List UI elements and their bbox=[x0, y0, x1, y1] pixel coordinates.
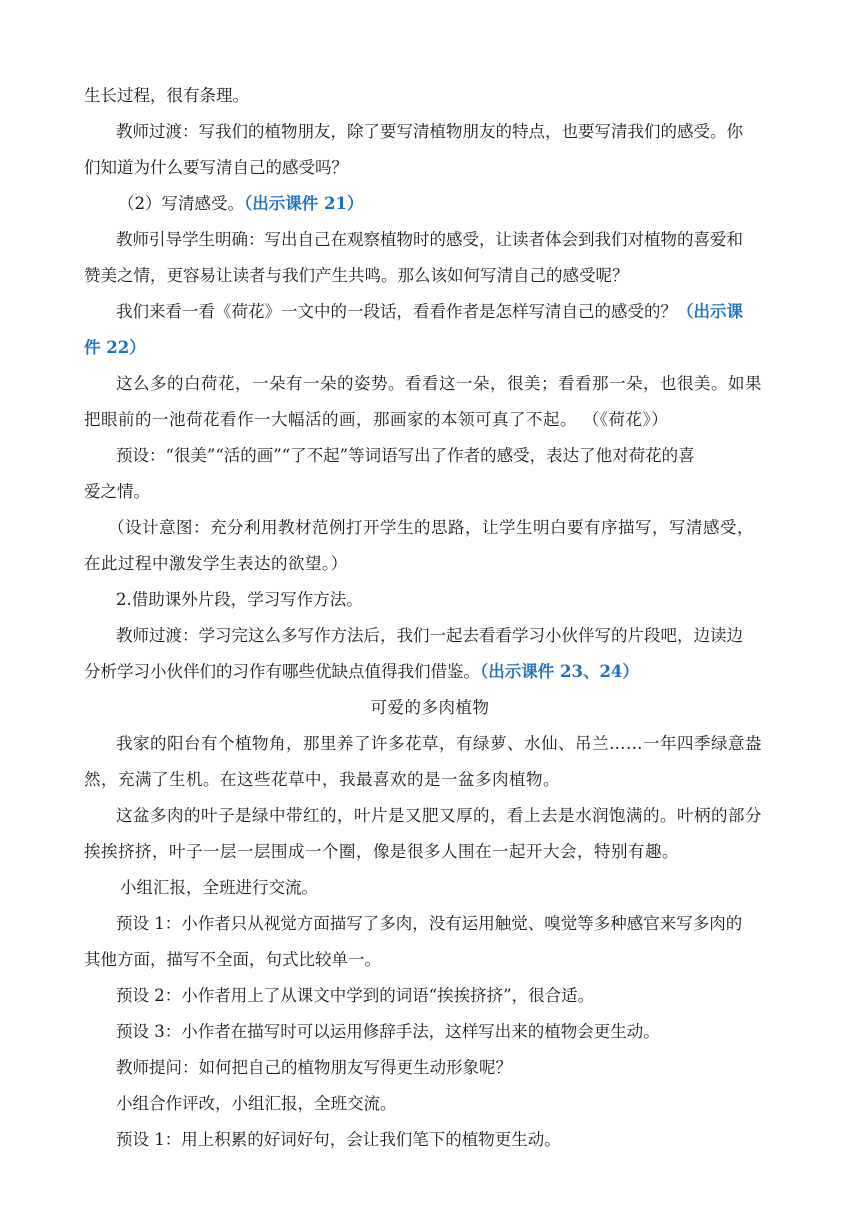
excerpt-line bbox=[84, 762, 784, 798]
courseware-reference: （出示课件 23、24） bbox=[480, 662, 639, 681]
text-line bbox=[116, 1050, 784, 1086]
text-line bbox=[120, 870, 788, 906]
text-span: 赞美之情，更容易让读者与我们产生共鸣。那么该如何写清自己的感受呢？ bbox=[84, 266, 629, 285]
text-span: （2）写清感受。 bbox=[118, 194, 244, 213]
text-span: 预设 2：小作者用上了从课文中学到的词语“挨挨挤挤”，很合适。 bbox=[116, 986, 595, 1005]
text-span: 挨挨挤挤，叶子一层一层围成一个圈，像是很多人围在一起开大会，特别有趣。 bbox=[84, 842, 679, 861]
text-span: 我家的阳台有个植物角，那里养了许多花草，有绿萝、水仙、吊兰……一年四季绿意盎 bbox=[116, 734, 762, 753]
text-line bbox=[116, 1086, 784, 1122]
text-line bbox=[116, 906, 784, 942]
excerpt-line bbox=[84, 834, 784, 870]
courseware-reference: （出示课 bbox=[677, 302, 743, 321]
text-span: 预设 3：小作者在描写时可以运用修辞手法，这样写出来的植物会更生动。 bbox=[116, 1022, 660, 1041]
text-span: 爱之情。 bbox=[84, 482, 150, 501]
text-span: （设计意图：充分利用教材范例打开学生的思路，让学生明白要有序描写，写清感受， bbox=[108, 518, 754, 537]
text-span: 这盆多肉的叶子是绿中带红的，叶片是又肥又厚的，看上去是水润饱满的。叶柄的部分 bbox=[116, 806, 762, 825]
text-span: 这么多的白荷花，一朵有一朵的姿势。看看这一朵，很美；看看那一朵，也很美。如果 bbox=[116, 374, 762, 393]
excerpt-line bbox=[116, 726, 784, 762]
quoted-excerpt-line bbox=[116, 366, 784, 402]
text-line bbox=[116, 294, 784, 330]
courseware-reference: （出示课件 21） bbox=[244, 194, 364, 213]
quoted-excerpt-line bbox=[84, 402, 784, 438]
section-heading bbox=[118, 186, 818, 222]
text-span: 小组合作评改，小组汇报，全班交流。 bbox=[116, 1094, 397, 1113]
text-line bbox=[84, 78, 784, 114]
text-line bbox=[84, 330, 784, 366]
text-span: 然，充满了生机。在这些花草中，我最喜欢的是一盆多肉植物。 bbox=[84, 770, 560, 789]
section-heading bbox=[116, 582, 784, 618]
text-span: 预设 1：用上积累的好词好句，会让我们笔下的植物更生动。 bbox=[116, 1130, 561, 1149]
text-line bbox=[84, 654, 784, 690]
text-span: 在此过程中激发学生表达的欲望。） bbox=[84, 554, 348, 573]
courseware-reference: 件 22） bbox=[84, 338, 146, 357]
text-span: 生长过程，很有条理。 bbox=[84, 86, 249, 105]
text-line bbox=[84, 474, 784, 510]
design-intent-line bbox=[108, 510, 776, 546]
text-line bbox=[116, 618, 784, 654]
text-span: 预设：“很美”“活的画”“了不起”等词语写出了作者的感受，表达了他对荷花的喜 bbox=[116, 446, 695, 465]
text-line bbox=[116, 1014, 784, 1050]
text-span: 教师提问：如何把自己的植物朋友写得更生动形象呢？ bbox=[116, 1058, 512, 1077]
text-span: 2.借助课外片段，学习写作方法。 bbox=[116, 590, 363, 609]
text-line bbox=[116, 438, 784, 474]
excerpt-title bbox=[0, 690, 860, 726]
text-span: 小组汇报，全班进行交流。 bbox=[120, 878, 318, 897]
text-line bbox=[84, 258, 784, 294]
text-line bbox=[84, 942, 784, 978]
text-span: 教师引导学生明确：写出自己在观察植物时的感受，让读者体会到我们对植物的喜爱和 bbox=[116, 230, 743, 249]
text-line bbox=[116, 222, 784, 258]
text-span: 预设 1：小作者只从视觉方面描写了多肉，没有运用触觉、嗅觉等多种感官来写多肉的 bbox=[116, 914, 743, 933]
text-span: 其他方面，描写不全面，句式比较单一。 bbox=[84, 950, 381, 969]
text-span: 教师过渡：写我们的植物朋友，除了要写清植物朋友的特点，也要写清我们的感受。你 bbox=[116, 122, 743, 141]
text-line bbox=[116, 1122, 784, 1158]
text-line bbox=[116, 978, 784, 1014]
excerpt-line bbox=[116, 798, 784, 834]
text-span: 分析学习小伙伴们的习作有哪些优缺点值得我们借鉴。 bbox=[84, 662, 480, 681]
text-line bbox=[116, 114, 784, 150]
text-span: 教师过渡：学习完这么多写作方法后，我们一起去看看学习小伙伴写的片段吧，边读边 bbox=[116, 626, 743, 645]
design-intent-line bbox=[84, 546, 784, 582]
text-span: 们知道为什么要写清自己的感受吗？ bbox=[84, 158, 348, 177]
text-span: 把眼前的一池荷花看作一大幅活的画，那画家的本领可真了不起。 （《荷花》） bbox=[84, 410, 669, 429]
text-span: 可爱的多肉植物 bbox=[370, 698, 490, 717]
text-line bbox=[84, 150, 784, 186]
text-span: 我们来看一看《荷花》一文中的一段话，看看作者是怎样写清自己的感受的？ bbox=[116, 302, 677, 321]
